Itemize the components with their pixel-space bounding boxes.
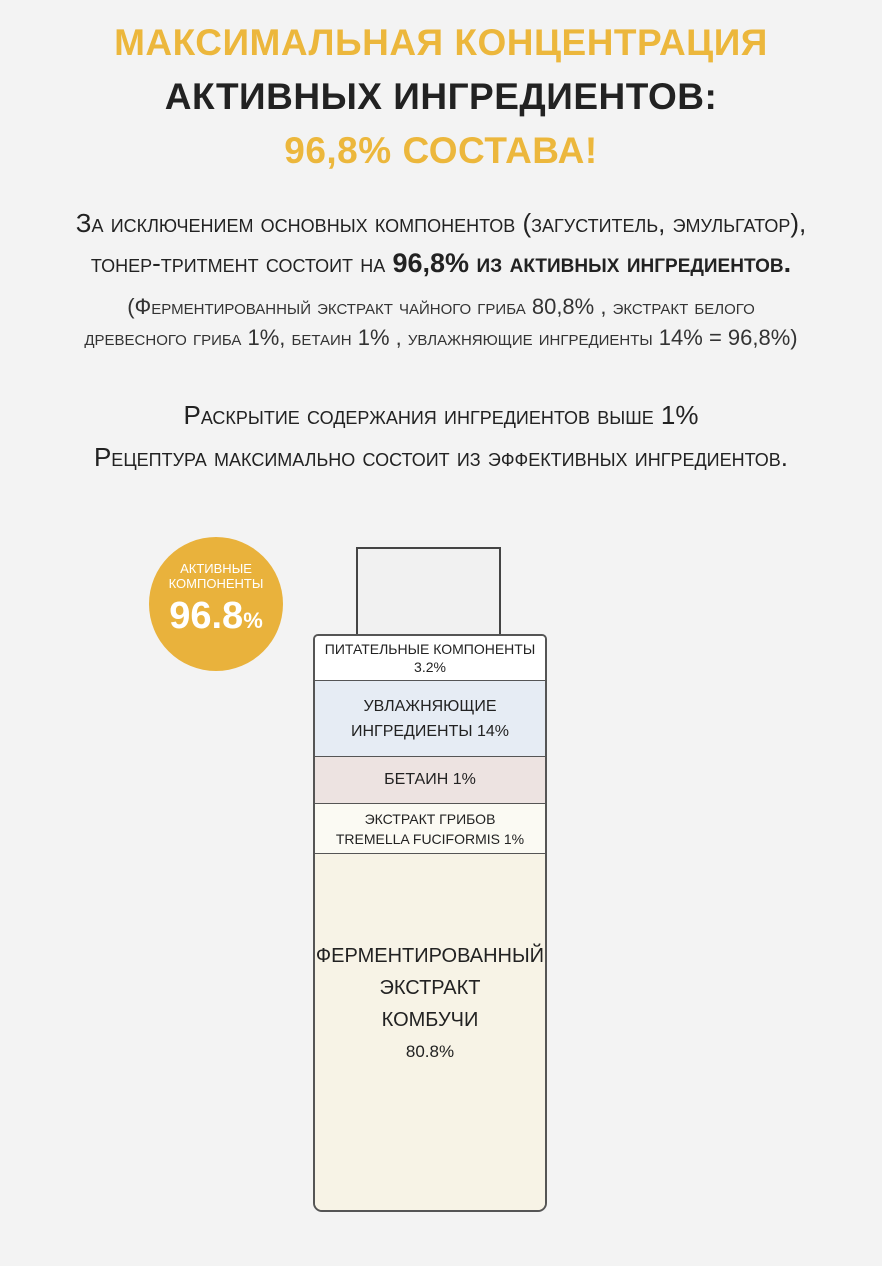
segment-kombucha-line2: ЭКСТРАКТ (379, 977, 481, 999)
description-line2 (0, 248, 882, 279)
segment-nutrients-label: ПИТАТЕЛЬНЫЕ КОМПОНЕНТЫ (324, 641, 536, 657)
description-line1: За исключением основных компонентов (загуститель, эмульгатор), (75, 208, 807, 238)
headline-line1: МАКСИМАЛЬНАЯ КОНЦЕНТРАЦИЯ (114, 22, 768, 63)
segment-moisturizers-label: УВЛАЖНЯЮЩИЕ (363, 697, 497, 715)
segment-tremella-value: TREMELLA FUCIFORMIS 1% (335, 830, 525, 847)
headline-line2: АКТИВНЫХ ИНГРЕДИЕНТОВ: (164, 76, 718, 117)
segment-betaine-label: БЕТАИН 1% (384, 771, 476, 788)
headline-line3: 96,8% СОСТАВА! (284, 130, 598, 171)
segment-moisturizers-value: ИНГРЕДИЕНТЫ 14% (350, 722, 510, 740)
segment-betaine (315, 757, 545, 804)
segment-nutrients-value: 3.2% (414, 659, 446, 675)
segment-kombucha (315, 854, 545, 1210)
bottle-cap (356, 547, 501, 636)
description-line5: Раскрытие содержания ингредиентов выше 1% (183, 400, 699, 430)
description-line2-text: тонер-тритмент состоит на (90, 248, 393, 278)
badge-label-line2: КОМПОНЕНТЫ (168, 576, 264, 591)
bottle-diagram (313, 634, 547, 1212)
badge-number: 96.8 (169, 595, 244, 637)
description-line2-bold: 96,8% из активных ингредиентов. (392, 248, 792, 278)
description-line3: (Ферментированный экстракт чайного гриба 80,8% , экстракт белого (127, 294, 755, 319)
badge-label-line1: АКТИВНЫЕ (180, 561, 252, 576)
segment-tremella-label: ЭКСТРАКТ ГРИБОВ (364, 810, 496, 827)
segment-kombucha-value: 80.8% (405, 1042, 455, 1061)
segment-moisturizers (315, 681, 545, 757)
segment-tremella (315, 804, 545, 854)
active-components-badge (149, 537, 283, 671)
segment-nutrients (315, 636, 545, 681)
description-line6: Рецептура максимально состоит из эффективных ингредиентов. (93, 442, 789, 472)
badge-value (149, 593, 283, 644)
segment-kombucha-line1: ФЕРМЕНТИРОВАННЫЙ (315, 945, 545, 967)
segment-kombucha-line3: КОМБУЧИ (381, 1009, 479, 1031)
badge-unit: % (243, 608, 263, 633)
description-line4: древесного гриба 1%, бетаин 1% , увлажняющие ингредиенты 14% = 96,8%) (84, 325, 798, 350)
